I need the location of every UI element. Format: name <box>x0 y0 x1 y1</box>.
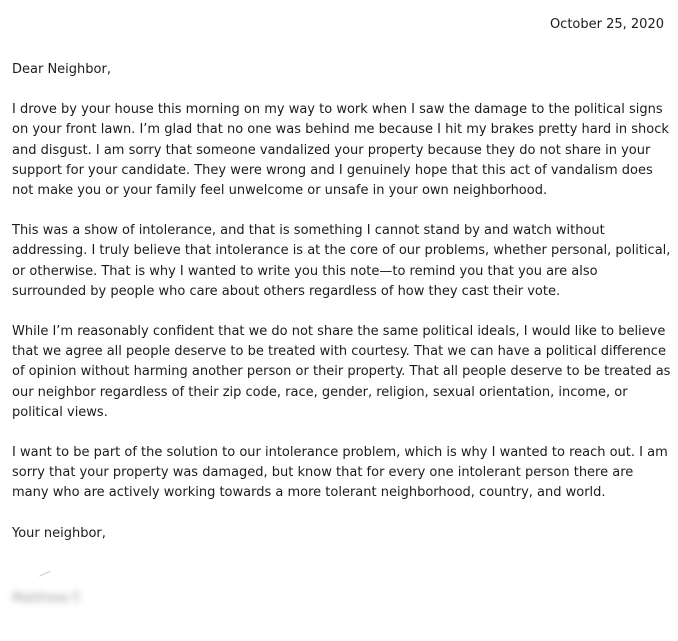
paragraph-2: This was a show of intolerance, and that is something I cannot stand by and watch without addressing. I truly believe that intolerance is at the core of our problems, whether personal, political, or otherwise. That is why I wanted to write you this note—to remind you that you are also surrounded by people who care about others regardless of how they cast their vote. <box>12 223 671 299</box>
letter-date: October 25, 2020 <box>549 17 664 32</box>
paragraph-4: I want to be part of the solution to our intolerance problem, which is why I wanted to reach out. I am sorry that your property was damaged, but know that for every one intolerant person there are many who are actively working towards a more tolerant neighborhood, country, and world. <box>12 445 668 501</box>
signature-area <box>12 570 172 620</box>
closing: Your neighbor, <box>12 525 106 541</box>
paragraph-3: While I’m reasonably confident that we do not share the same political ideals, I would like to believe that we agree all people deserve to be treated with courtesy. That we can have a political difference of opinion without harming another person or their property. That all people deserve to be treated as our neighbor regardless of their zip code, race, gender, religion, sexual orientation, income, or political views. <box>12 324 671 420</box>
paragraph-1: I drove by your house this morning on my way to work when I saw the damage to the political signs on your front lawn. I’m glad that no one was behind me because I hit my brakes pretty hard in shock and disgust. I am sorry that someone vandalized your property because they do not share in your support for your candidate. They were wrong and I genuinely hope that this act of vandalism does not make you or your family feel unwelcome or unsafe in your own neighborhood. <box>12 102 669 199</box>
salutation: Dear Neighbor, <box>12 62 111 77</box>
signature-stroke <box>39 571 53 582</box>
letter-body <box>12 60 672 564</box>
signature-name-blurred: Matthew F. <box>12 591 82 606</box>
